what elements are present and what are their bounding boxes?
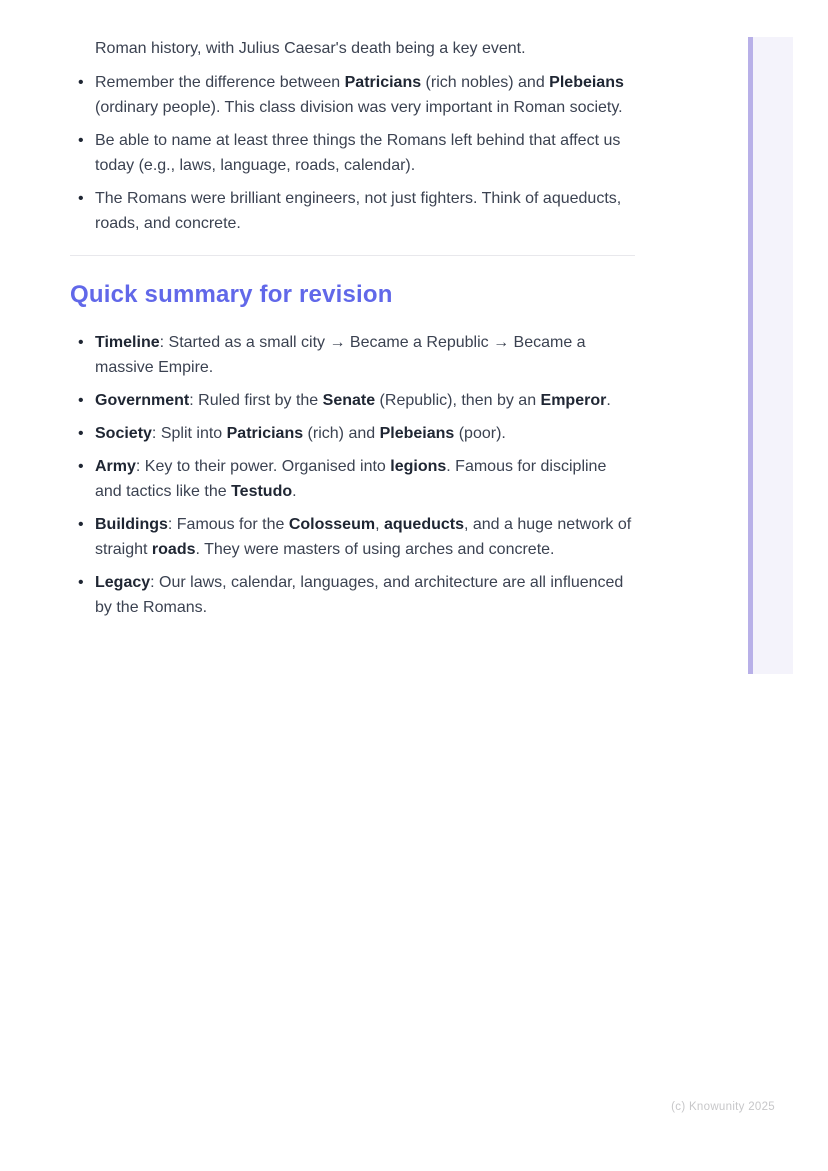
summary-list: [70, 330, 635, 620]
text-segment: (rich) and: [303, 425, 380, 442]
text-segment: Be able to name at least three things the Romans left behind that affect us today (e.g., laws, language, roads, calendar).: [95, 132, 621, 174]
bold-term: Testudo: [231, 483, 293, 500]
list-item: [95, 421, 635, 446]
text-segment: The Romans were brilliant engineers, not just fighters. Think of aqueducts, roads, and concrete.: [95, 190, 622, 232]
text-segment: , and a huge network of straight: [95, 516, 632, 558]
page-content: [70, 36, 635, 620]
bold-term: Society: [95, 425, 152, 442]
list-item: [95, 570, 635, 620]
text-segment: (rich nobles) and: [421, 74, 550, 91]
text-segment: . Famous for discipline and tactics like the: [95, 458, 607, 500]
text-segment: : Started as a small city → Became a Republic → Became a massive Empire.: [95, 334, 586, 376]
bold-term: Army: [95, 458, 136, 475]
text-segment: . They were masters of using arches and concrete.: [195, 541, 555, 558]
bold-term: Timeline: [95, 334, 160, 351]
list-item: [95, 330, 635, 380]
text-segment: ,: [375, 516, 384, 533]
text-segment: : Split into: [151, 425, 227, 442]
footer-copyright: (c) Knowunity 2025: [671, 1101, 775, 1113]
text-segment: .: [606, 392, 611, 409]
divider: [70, 255, 635, 256]
bold-term: Government: [95, 392, 190, 409]
section-heading: Quick summary for revision: [70, 281, 393, 308]
bold-term: Legacy: [95, 574, 151, 591]
text-segment: (Republic), then by an: [375, 392, 541, 409]
bold-term: Senate: [322, 392, 376, 409]
list-item: [95, 70, 635, 120]
text-segment: Remember the difference between: [95, 74, 345, 91]
exam-tips-list: [70, 70, 635, 236]
list-item: [95, 454, 635, 504]
bold-term: Buildings: [95, 516, 168, 533]
bold-term: aqueducts: [383, 516, 464, 533]
paragraph-continuation: Roman history, with Julius Caesar's death being a key event.: [95, 40, 526, 57]
text-segment: : Key to their power. Organised into: [135, 458, 391, 475]
text-segment: (poor).: [454, 425, 506, 442]
text-segment: : Ruled first by the: [189, 392, 323, 409]
bold-term: Patricians: [344, 74, 422, 91]
text-segment: (ordinary people). This class division was very important in Roman society.: [95, 99, 623, 116]
side-accent-panel: [753, 37, 793, 674]
text-segment: : Our laws, calendar, languages, and architecture are all influenced by the Romans.: [95, 574, 624, 616]
bold-term: Patricians: [226, 425, 304, 442]
bold-term: Colosseum: [288, 516, 376, 533]
text-segment: .: [292, 483, 297, 500]
bold-term: legions: [390, 458, 447, 475]
list-item: [95, 128, 635, 178]
bold-term: Emperor: [540, 392, 607, 409]
list-item: [95, 186, 635, 236]
text-segment: : Famous for the: [167, 516, 289, 533]
bold-term: Plebeians: [549, 74, 624, 91]
list-item: [95, 388, 635, 413]
list-item: [95, 512, 635, 562]
bold-term: Plebeians: [379, 425, 455, 442]
bold-term: roads: [151, 541, 196, 558]
